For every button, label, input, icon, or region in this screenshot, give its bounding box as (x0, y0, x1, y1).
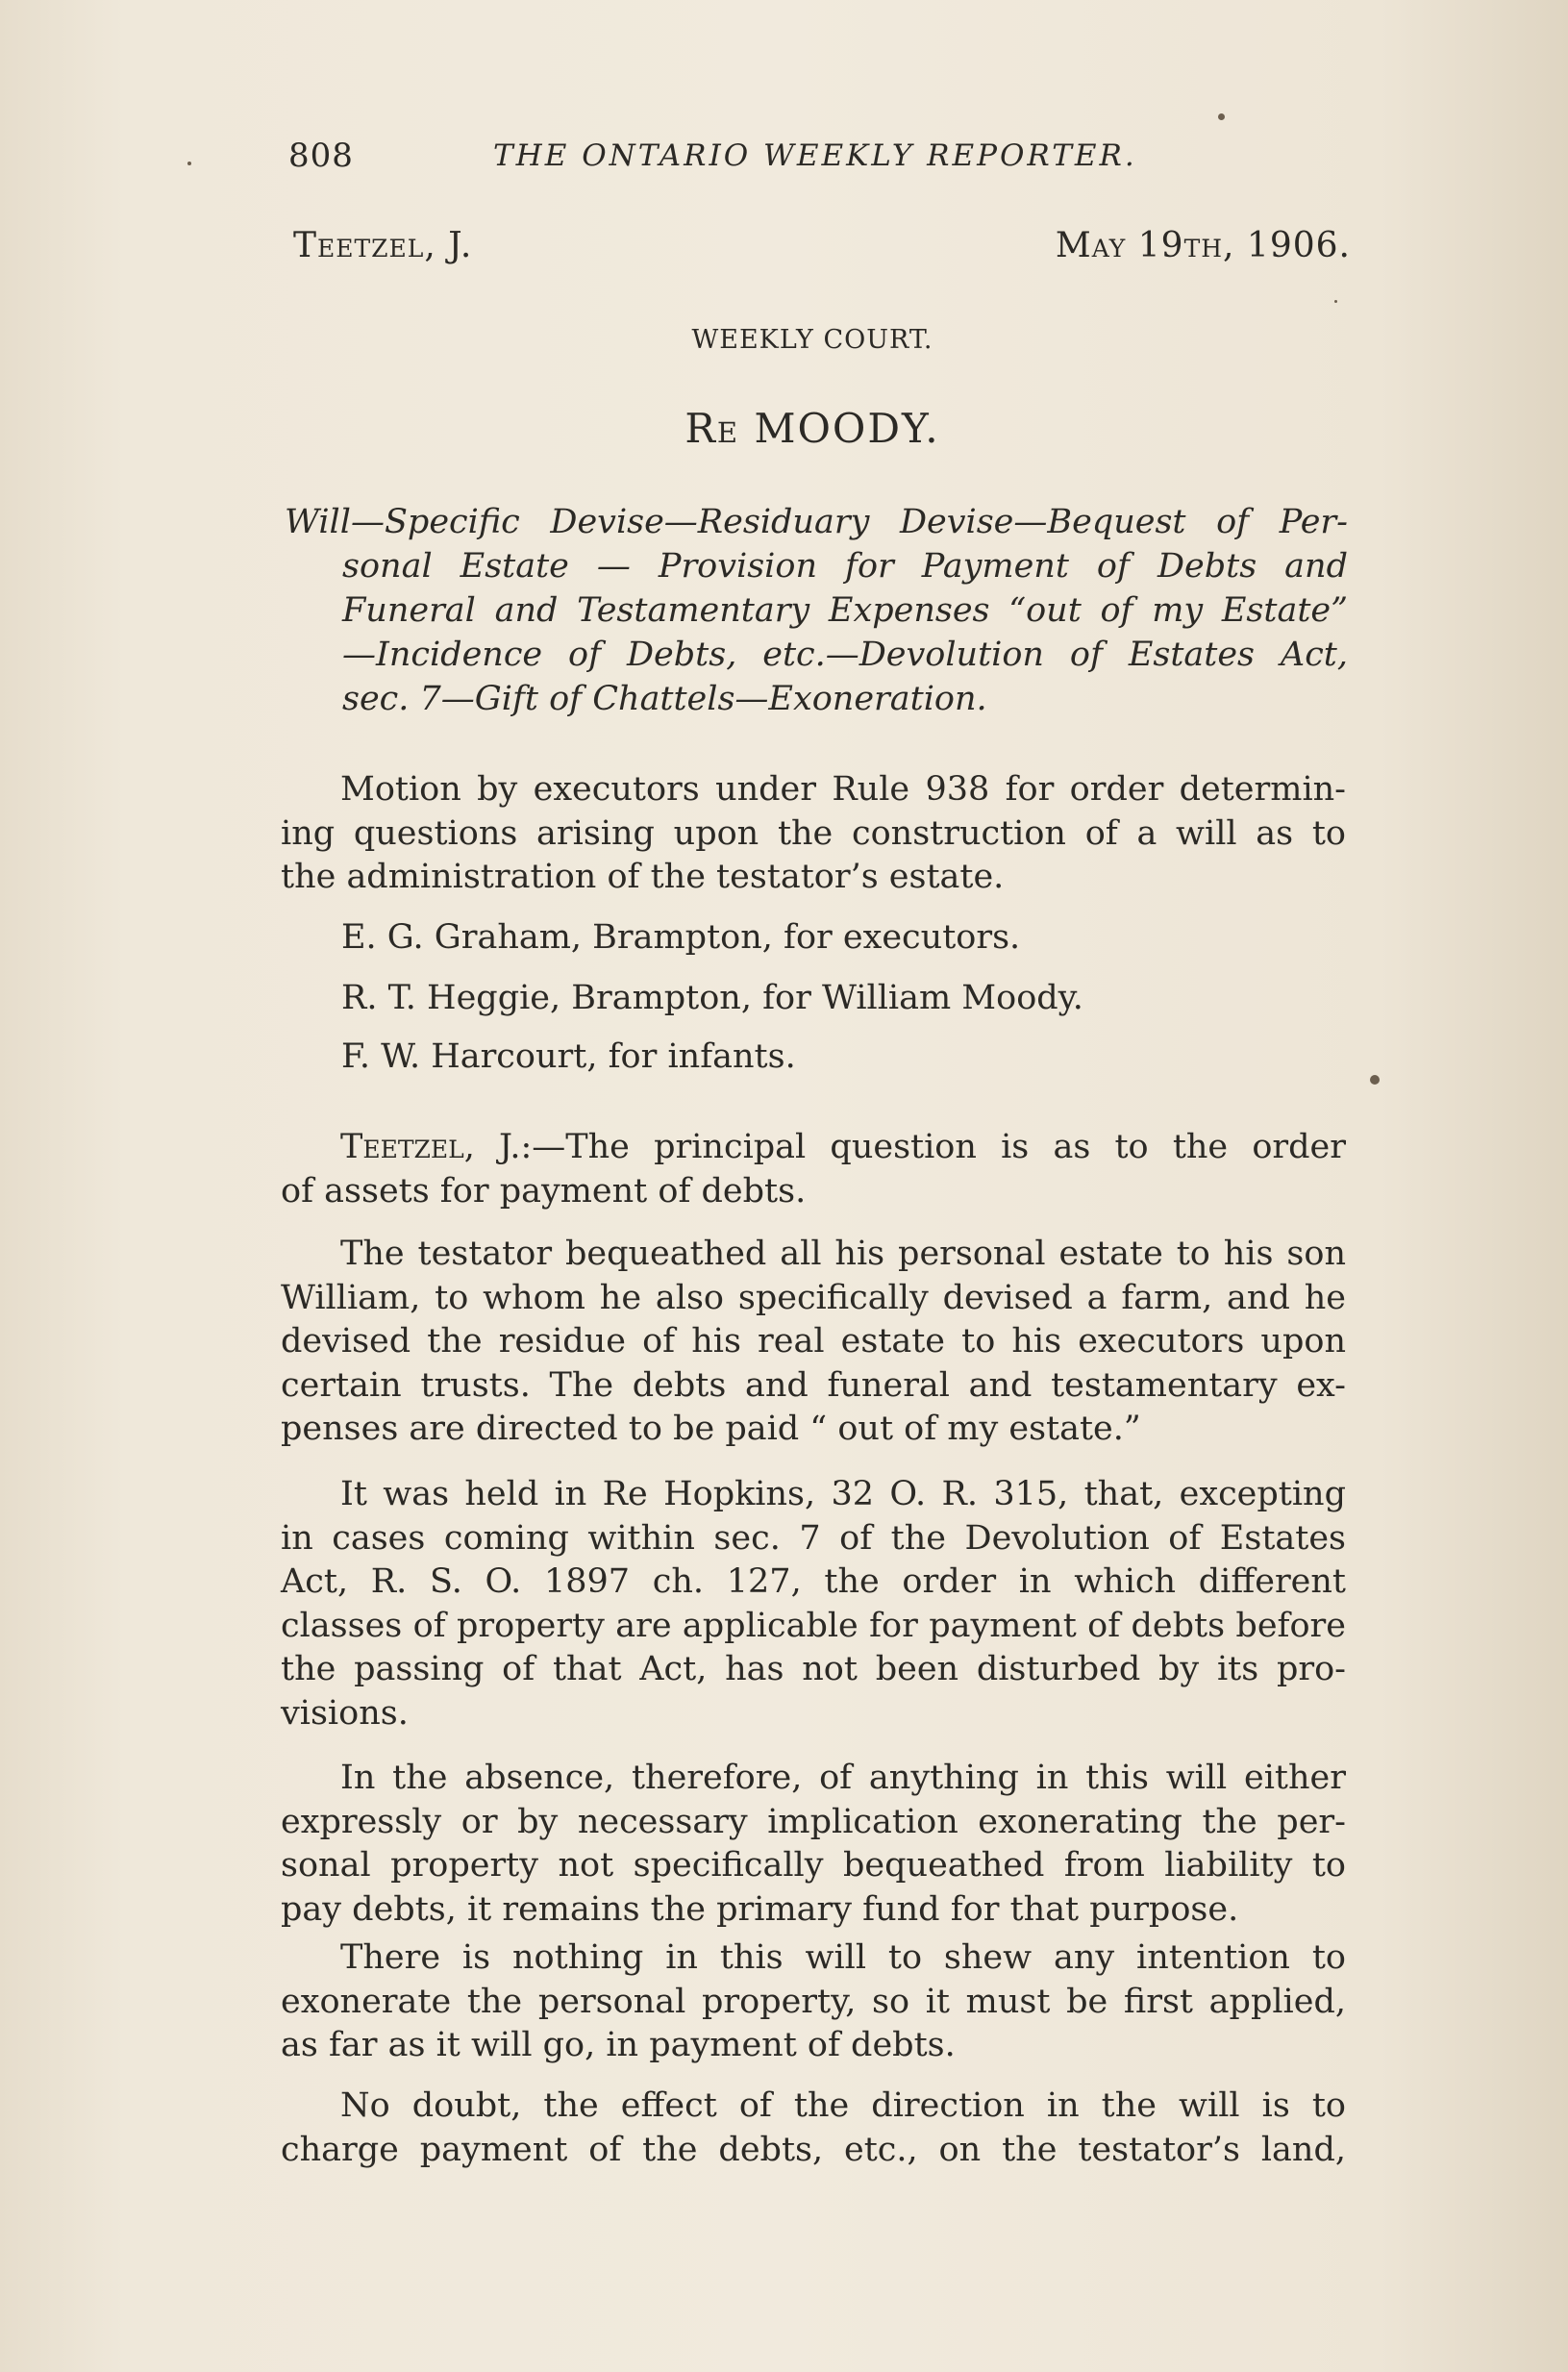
judge-label: Teetzel, J.: (340, 1128, 533, 1166)
judgment-paragraph (281, 1757, 1346, 1932)
text-line: William, to whom he also specifically devised a farm, and he (281, 1278, 1346, 1317)
text-line: the administration of the testator’s estate. (281, 858, 1005, 896)
court-name: WEEKLY COURT. (691, 325, 933, 355)
text-line: certain trusts. The debts and funeral and testamentary ex- (281, 1365, 1346, 1405)
text-line: No doubt, the effect of the direction in the will is to (340, 2086, 1346, 2125)
headnote-line: —Incidence of Debts, etc.—Devolution of Estates Act, (342, 636, 1348, 674)
headnote-line: Funeral and Testamentary Expenses “out of my Estate” (342, 591, 1348, 630)
counsel-line: E. G. Graham, Brampton, for executors. (341, 918, 1021, 957)
judge-name: Teetzel, J. (293, 226, 473, 265)
text-line: It was held in Re Hopkins, 32 O. R. 315, that, excepting (340, 1475, 1346, 1513)
text-line: ing questions arising upon the construction of a will as to (281, 813, 1346, 853)
headnote-line: Will—Specific Devise—Residuary Devise—Bequest of Per- (285, 503, 1348, 541)
text-line: penses are directed to be paid “ out of my estate.” (281, 1410, 1141, 1448)
decision-date: May 19th, 1906. (1055, 226, 1351, 265)
case-title: Re MOODY. (684, 405, 940, 452)
judgment-paragraph (281, 2085, 1346, 2172)
text-line: visions. (281, 1693, 409, 1733)
paper-speck (187, 162, 191, 165)
text-line: The testator bequeathed all his personal estate to his son (340, 1235, 1346, 1273)
headnote (285, 500, 1348, 721)
text-line (281, 1126, 1346, 1170)
text-line: the passing of that Act, has not been disturbed by its pro- (281, 1650, 1346, 1688)
text-line: pay debts, it remains the primary fund for that purpose. (281, 1889, 1239, 1929)
text-line: sonal property not specifically bequeathed from liability to (281, 1846, 1346, 1885)
text-line: classes of property are applicable for payment of debts before (281, 1606, 1346, 1645)
judgment-paragraph (281, 1936, 1346, 2068)
text-line: There is nothing in this will to shew any intention to (340, 1938, 1346, 1977)
motion-paragraph (281, 768, 1346, 900)
text-line: expressly or by necessary implication exonerating the per- (281, 1802, 1346, 1841)
text-line: in cases coming within sec. 7 of the Devolution of Estates (281, 1518, 1346, 1558)
page-number: 808 (288, 137, 354, 175)
counsel-line: F. W. Harcourt, for infants. (341, 1037, 796, 1076)
text-line: In the absence, therefore, of anything in this will either (340, 1759, 1346, 1797)
paper-speck (1334, 300, 1337, 303)
text-line: Act, R. S. O. 1897 ch. 127, the order in which different (281, 1562, 1346, 1601)
counsel-line: R. T. Heggie, Brampton, for William Moody. (341, 979, 1083, 1017)
headnote-line: sonal Estate — Provision for Payment of Debts and (342, 547, 1348, 586)
text-line: as far as it will go, in payment of debts. (281, 2026, 956, 2064)
running-header (288, 137, 1259, 185)
judgment-opening (281, 1126, 1346, 1213)
judgment-paragraph (281, 1473, 1346, 1735)
paper-speck (1370, 1075, 1380, 1085)
text-line: exonerate the personal property, so it must be first applied, (281, 1982, 1346, 2021)
text-line: devised the residue of his real estate to his executors upon (281, 1322, 1346, 1361)
opening-text: —The principal question is as to the order (532, 1128, 1346, 1166)
journal-title: THE ONTARIO WEEKLY REPORTER. (493, 138, 1137, 173)
text-line: Motion by executors under Rule 938 for order determin- (340, 770, 1346, 809)
judgment-paragraph (281, 1233, 1346, 1452)
paper-speck (1218, 113, 1225, 120)
headnote-line: sec. 7—Gift of Chattels—Exoneration. (342, 680, 987, 718)
text-line: charge payment of the debts, etc., on the testator’s land, (281, 2130, 1346, 2169)
text-line: of assets for payment of debts. (281, 1171, 807, 1211)
